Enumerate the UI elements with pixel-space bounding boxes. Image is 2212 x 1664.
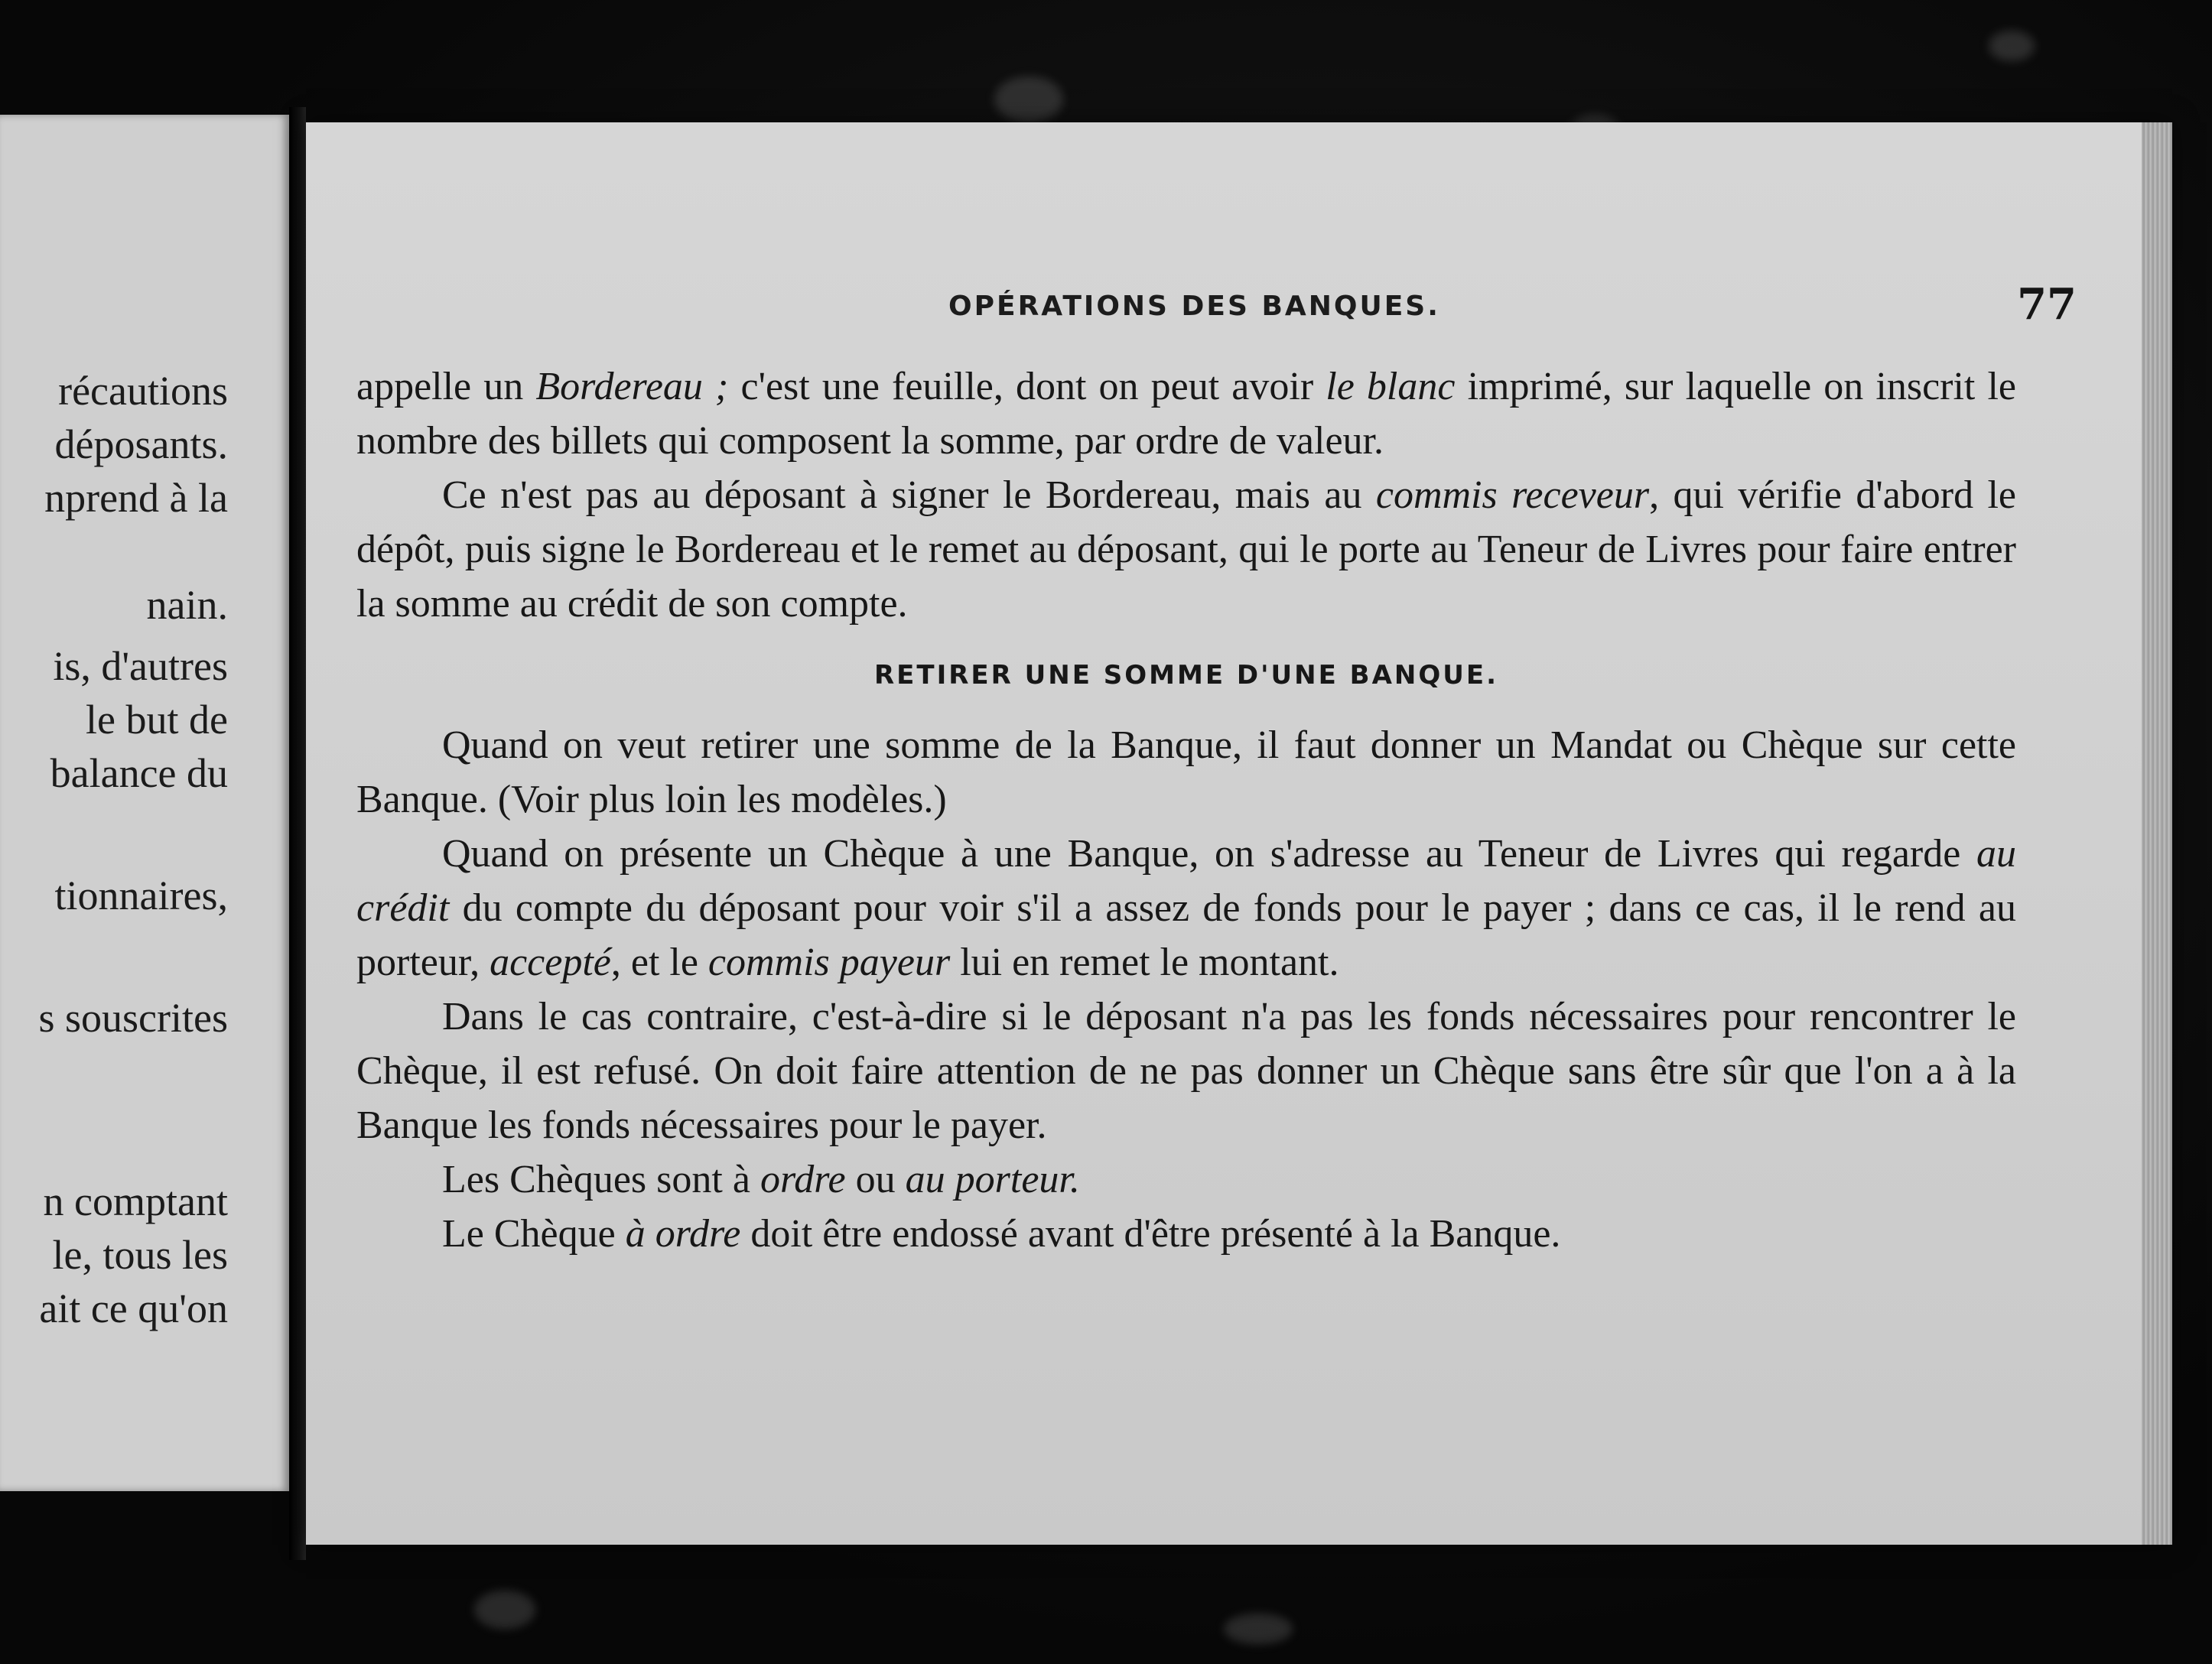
left-page-line: récautions <box>58 368 228 414</box>
page-body <box>356 359 2016 1261</box>
text-run: du compte du déposant pour voir s'il a assez de fonds pour le payer ; dans ce cas, il le rend au porteur, <box>356 886 2016 984</box>
page-edge <box>2142 122 2172 1545</box>
left-page-line: nprend à la <box>44 475 228 521</box>
left-page-line: n comptant <box>43 1178 228 1224</box>
left-page-line: déposants. <box>54 421 228 467</box>
paragraph <box>356 827 2016 990</box>
italic-text: Bordereau ; <box>535 365 729 408</box>
dust-spot <box>474 1591 535 1629</box>
left-facing-page <box>0 115 289 1491</box>
dust-spot <box>1989 31 2035 61</box>
dust-spot <box>994 76 1063 122</box>
italic-text: au porteur. <box>905 1158 1080 1201</box>
paragraph: Dans le cas contraire, c'est-à-dire si le déposant n'a pas les fonds nécessaires pour rencontrer le Chèque, il est refusé. On doit faire attention de ne pas donner un Chèque sans être sûr que l'on a à la Banque les fonds nécessaires pour le payer. <box>356 995 2016 1147</box>
left-page-line: ait ce qu'on <box>39 1285 228 1331</box>
italic-text: commis receveur <box>1375 473 1650 517</box>
left-page-line: tionnaires, <box>54 873 228 918</box>
italic-text: accepté <box>490 941 611 984</box>
text-run: lui en remet le montant. <box>950 941 1339 984</box>
book-gutter <box>289 107 306 1560</box>
text-run: imprimé, sur laquelle on inscrit le nombre des billets qui composent la somme, par ordre de valeur. <box>356 365 2017 463</box>
text-run: , et le <box>610 941 708 984</box>
running-head: OPÉRATIONS DES BANQUES. <box>948 291 1440 322</box>
paragraph <box>356 359 2016 468</box>
left-page-line: s souscrites <box>38 995 228 1041</box>
text-run: Quand on présente un Chèque à une Banque, on s'adresse au Teneur de Livres qui regarde <box>442 832 1976 876</box>
paragraph <box>356 468 2016 631</box>
italic-text: commis payeur <box>708 941 951 984</box>
text-run: appelle un <box>356 365 536 408</box>
text-run: Le Chèque <box>442 1212 626 1256</box>
italic-text: le blanc <box>1326 365 1456 408</box>
italic-text: à ordre <box>625 1212 741 1256</box>
paragraph: Quand on veut retirer une somme de la Banque, il faut donner un Mandat ou Chèque sur cette Banque. (Voir plus loin les modèles.) <box>356 723 2016 821</box>
left-page-line: balance du <box>50 750 228 796</box>
text-run: doit être endossé avant d'être présenté à la Banque. <box>740 1212 1561 1256</box>
text-run: , qui vérifie d'abord le dépôt, puis signe le Bordereau et le remet au déposant, qui le porte au Teneur de Livres pour faire entrer la somme au crédit de son compte. <box>356 473 2017 626</box>
left-page-line: is, d'autres <box>53 643 228 689</box>
paragraph <box>356 1152 2016 1207</box>
left-page-line: le but de <box>86 697 228 743</box>
text-run: c'est une feuille, dont on peut avoir <box>728 365 1326 408</box>
dust-spot <box>1224 1614 1293 1644</box>
paragraph <box>356 1207 2016 1261</box>
italic-text: ordre <box>760 1158 846 1201</box>
italic-text: au crédit <box>356 832 2016 930</box>
page-number: 77 <box>2017 279 2077 330</box>
text-run: Les Chèques sont à <box>442 1158 760 1201</box>
left-page-line: le, tous les <box>52 1232 228 1278</box>
section-heading: RETIRER UNE SOMME D'UNE BANQUE. <box>873 660 1498 691</box>
text-run: Ce n'est pas au déposant à signer le Bordereau, mais au <box>442 473 1376 517</box>
book-page <box>306 122 2172 1545</box>
left-page-line: nain. <box>146 582 228 628</box>
text-run: ou <box>845 1158 906 1201</box>
